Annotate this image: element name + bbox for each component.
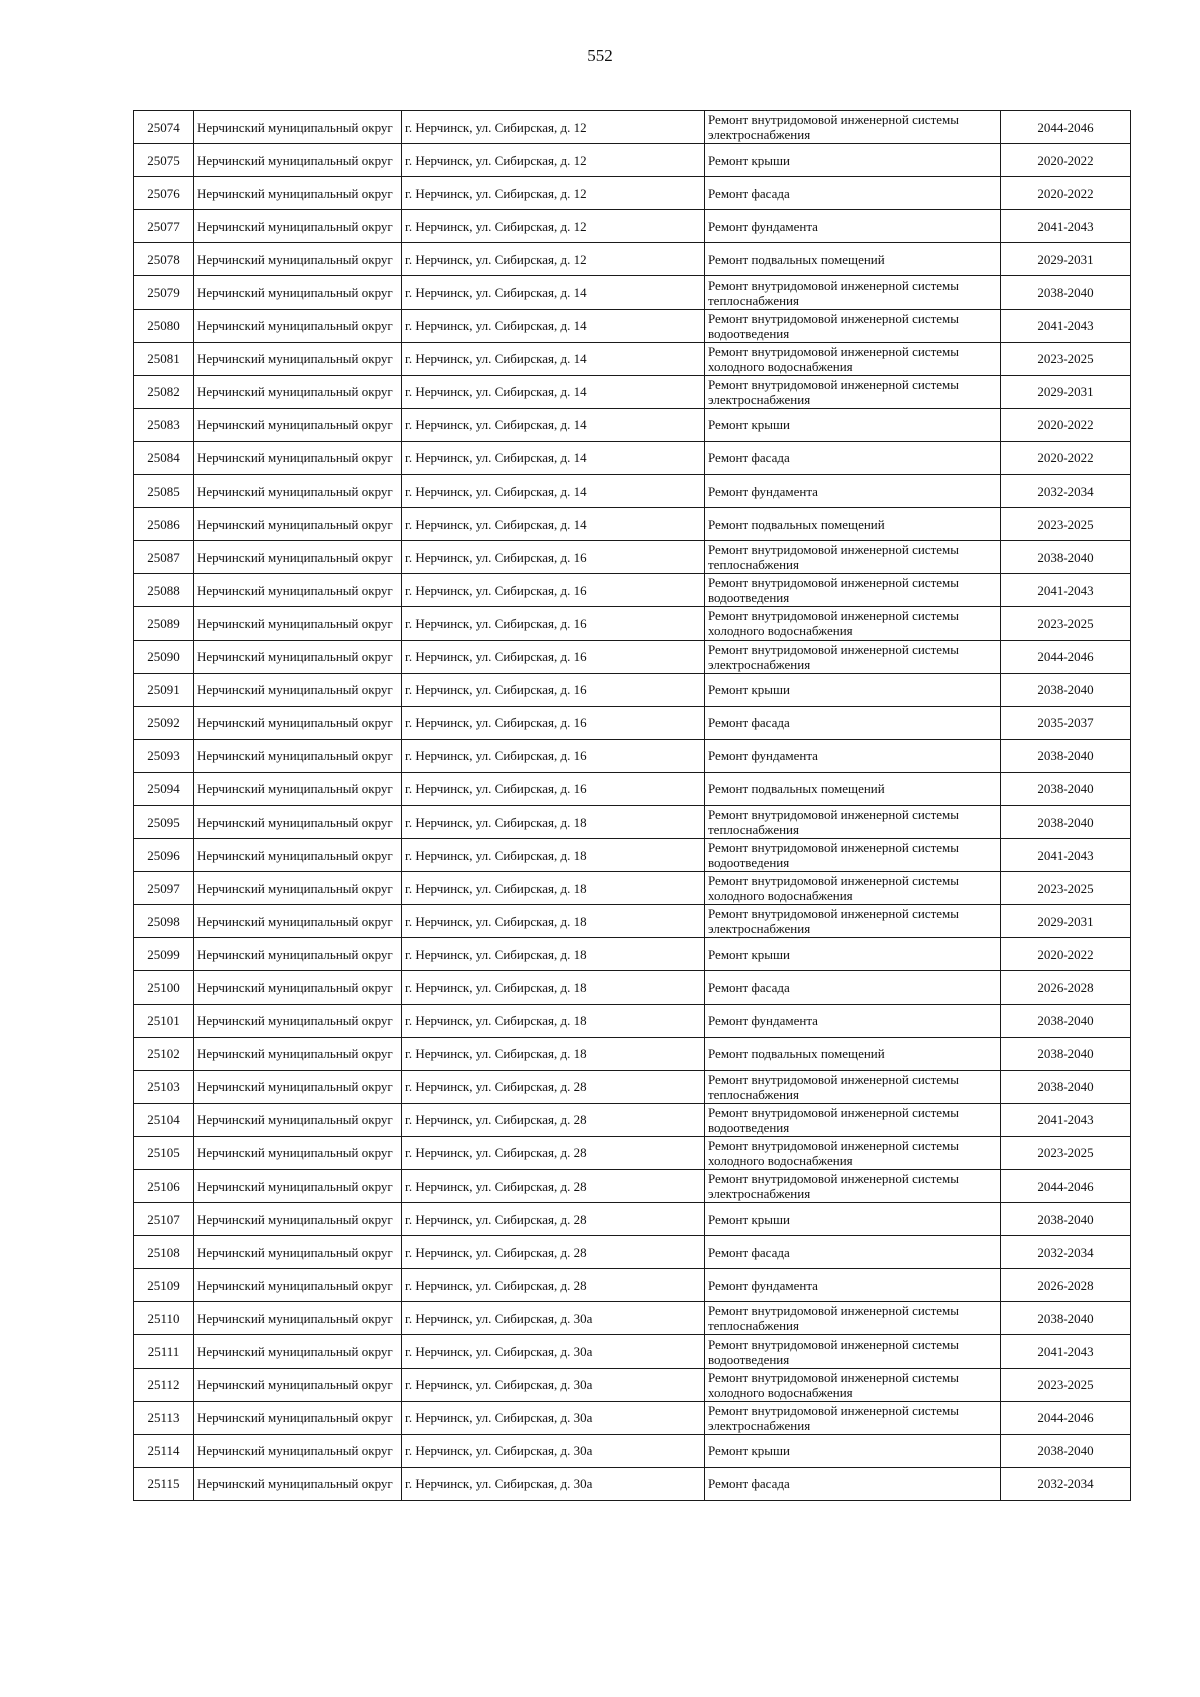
district-cell: Нерчинский муниципальный округ <box>194 210 402 243</box>
repair-schedule-table <box>133 110 1131 1501</box>
period-cell: 2029-2031 <box>1001 243 1131 276</box>
address-cell: г. Нерчинск, ул. Сибирская, д. 18 <box>402 1004 705 1037</box>
period-cell: 2041-2043 <box>1001 309 1131 342</box>
address-cell: г. Нерчинск, ул. Сибирская, д. 16 <box>402 706 705 739</box>
row-id-cell: 25074 <box>134 111 194 144</box>
work-type-cell: Ремонт внутридомовой инженерной системы электроснабжения <box>705 1401 1001 1434</box>
address-cell: г. Нерчинск, ул. Сибирская, д. 16 <box>402 772 705 805</box>
table-row <box>134 1236 1131 1269</box>
table-row <box>134 276 1131 309</box>
work-type-cell: Ремонт внутридомовой инженерной системы теплоснабжения <box>705 276 1001 309</box>
row-id-cell: 25104 <box>134 1103 194 1136</box>
district-cell: Нерчинский муниципальный округ <box>194 607 402 640</box>
address-cell: г. Нерчинск, ул. Сибирская, д. 12 <box>402 210 705 243</box>
row-id-cell: 25114 <box>134 1434 194 1467</box>
work-type-cell: Ремонт фундамента <box>705 210 1001 243</box>
table-row <box>134 673 1131 706</box>
district-cell: Нерчинский муниципальный округ <box>194 1236 402 1269</box>
work-type-cell: Ремонт внутридомовой инженерной системы водоотведения <box>705 1335 1001 1368</box>
district-cell: Нерчинский муниципальный округ <box>194 1170 402 1203</box>
row-id-cell: 25083 <box>134 408 194 441</box>
table-row <box>134 607 1131 640</box>
row-id-cell: 25093 <box>134 739 194 772</box>
row-id-cell: 25080 <box>134 309 194 342</box>
table-row <box>134 739 1131 772</box>
work-type-cell: Ремонт внутридомовой инженерной системы холодного водоснабжения <box>705 1368 1001 1401</box>
period-cell: 2023-2025 <box>1001 1368 1131 1401</box>
work-type-cell: Ремонт внутридомовой инженерной системы электроснабжения <box>705 111 1001 144</box>
address-cell: г. Нерчинск, ул. Сибирская, д. 28 <box>402 1236 705 1269</box>
work-type-cell: Ремонт крыши <box>705 408 1001 441</box>
period-cell: 2032-2034 <box>1001 1467 1131 1500</box>
period-cell: 2020-2022 <box>1001 441 1131 474</box>
table-row <box>134 508 1131 541</box>
district-cell: Нерчинский муниципальный округ <box>194 1335 402 1368</box>
address-cell: г. Нерчинск, ул. Сибирская, д. 14 <box>402 276 705 309</box>
district-cell: Нерчинский муниципальный округ <box>194 408 402 441</box>
work-type-cell: Ремонт внутридомовой инженерной системы теплоснабжения <box>705 1070 1001 1103</box>
period-cell: 2026-2028 <box>1001 971 1131 1004</box>
address-cell: г. Нерчинск, ул. Сибирская, д. 28 <box>402 1170 705 1203</box>
row-id-cell: 25089 <box>134 607 194 640</box>
row-id-cell: 25085 <box>134 475 194 508</box>
address-cell: г. Нерчинск, ул. Сибирская, д. 14 <box>402 309 705 342</box>
row-id-cell: 25099 <box>134 938 194 971</box>
row-id-cell: 25113 <box>134 1401 194 1434</box>
row-id-cell: 25082 <box>134 375 194 408</box>
district-cell: Нерчинский муниципальный округ <box>194 739 402 772</box>
table-row <box>134 243 1131 276</box>
address-cell: г. Нерчинск, ул. Сибирская, д. 30а <box>402 1368 705 1401</box>
period-cell: 2023-2025 <box>1001 872 1131 905</box>
table-row <box>134 1467 1131 1500</box>
row-id-cell: 25115 <box>134 1467 194 1500</box>
district-cell: Нерчинский муниципальный округ <box>194 1037 402 1070</box>
district-cell: Нерчинский муниципальный округ <box>194 144 402 177</box>
work-type-cell: Ремонт внутридомовой инженерной системы теплоснабжения <box>705 1302 1001 1335</box>
period-cell: 2038-2040 <box>1001 1434 1131 1467</box>
district-cell: Нерчинский муниципальный округ <box>194 1070 402 1103</box>
work-type-cell: Ремонт фундамента <box>705 475 1001 508</box>
work-type-cell: Ремонт фасада <box>705 177 1001 210</box>
district-cell: Нерчинский муниципальный округ <box>194 375 402 408</box>
row-id-cell: 25105 <box>134 1136 194 1169</box>
period-cell: 2038-2040 <box>1001 1203 1131 1236</box>
district-cell: Нерчинский муниципальный округ <box>194 309 402 342</box>
table-row <box>134 1103 1131 1136</box>
table-row <box>134 541 1131 574</box>
work-type-cell: Ремонт внутридомовой инженерной системы холодного водоснабжения <box>705 872 1001 905</box>
work-type-cell: Ремонт внутридомовой инженерной системы холодного водоснабжения <box>705 342 1001 375</box>
work-type-cell: Ремонт крыши <box>705 1434 1001 1467</box>
table-row <box>134 938 1131 971</box>
row-id-cell: 25075 <box>134 144 194 177</box>
row-id-cell: 25095 <box>134 805 194 838</box>
address-cell: г. Нерчинск, ул. Сибирская, д. 12 <box>402 243 705 276</box>
table-row <box>134 309 1131 342</box>
table-row <box>134 1004 1131 1037</box>
work-type-cell: Ремонт внутридомовой инженерной системы холодного водоснабжения <box>705 607 1001 640</box>
address-cell: г. Нерчинск, ул. Сибирская, д. 30а <box>402 1302 705 1335</box>
period-cell: 2023-2025 <box>1001 508 1131 541</box>
address-cell: г. Нерчинск, ул. Сибирская, д. 14 <box>402 408 705 441</box>
period-cell: 2038-2040 <box>1001 772 1131 805</box>
table-row <box>134 1401 1131 1434</box>
page-number: 552 <box>587 46 613 65</box>
period-cell: 2029-2031 <box>1001 905 1131 938</box>
table-row <box>134 772 1131 805</box>
district-cell: Нерчинский муниципальный округ <box>194 772 402 805</box>
row-id-cell: 25078 <box>134 243 194 276</box>
address-cell: г. Нерчинск, ул. Сибирская, д. 18 <box>402 905 705 938</box>
row-id-cell: 25106 <box>134 1170 194 1203</box>
district-cell: Нерчинский муниципальный округ <box>194 640 402 673</box>
row-id-cell: 25076 <box>134 177 194 210</box>
district-cell: Нерчинский муниципальный округ <box>194 673 402 706</box>
district-cell: Нерчинский муниципальный округ <box>194 276 402 309</box>
address-cell: г. Нерчинск, ул. Сибирская, д. 30а <box>402 1434 705 1467</box>
district-cell: Нерчинский муниципальный округ <box>194 574 402 607</box>
address-cell: г. Нерчинск, ул. Сибирская, д. 16 <box>402 541 705 574</box>
district-cell: Нерчинский муниципальный округ <box>194 872 402 905</box>
district-cell: Нерчинский муниципальный округ <box>194 1004 402 1037</box>
address-cell: г. Нерчинск, ул. Сибирская, д. 18 <box>402 839 705 872</box>
table-body <box>134 111 1131 1501</box>
table-row <box>134 441 1131 474</box>
address-cell: г. Нерчинск, ул. Сибирская, д. 28 <box>402 1269 705 1302</box>
district-cell: Нерчинский муниципальный округ <box>194 1136 402 1169</box>
district-cell: Нерчинский муниципальный округ <box>194 1103 402 1136</box>
row-id-cell: 25098 <box>134 905 194 938</box>
row-id-cell: 25110 <box>134 1302 194 1335</box>
period-cell: 2032-2034 <box>1001 475 1131 508</box>
work-type-cell: Ремонт фундамента <box>705 1004 1001 1037</box>
period-cell: 2038-2040 <box>1001 739 1131 772</box>
district-cell: Нерчинский муниципальный округ <box>194 905 402 938</box>
row-id-cell: 25092 <box>134 706 194 739</box>
work-type-cell: Ремонт внутридомовой инженерной системы водоотведения <box>705 309 1001 342</box>
table-row <box>134 144 1131 177</box>
period-cell: 2038-2040 <box>1001 276 1131 309</box>
work-type-cell: Ремонт фасада <box>705 971 1001 1004</box>
address-cell: г. Нерчинск, ул. Сибирская, д. 28 <box>402 1136 705 1169</box>
period-cell: 2038-2040 <box>1001 673 1131 706</box>
row-id-cell: 25081 <box>134 342 194 375</box>
work-type-cell: Ремонт подвальных помещений <box>705 508 1001 541</box>
work-type-cell: Ремонт внутридомовой инженерной системы электроснабжения <box>705 1170 1001 1203</box>
work-type-cell: Ремонт подвальных помещений <box>705 772 1001 805</box>
row-id-cell: 25079 <box>134 276 194 309</box>
period-cell: 2020-2022 <box>1001 144 1131 177</box>
work-type-cell: Ремонт внутридомовой инженерной системы теплоснабжения <box>705 541 1001 574</box>
period-cell: 2038-2040 <box>1001 1037 1131 1070</box>
address-cell: г. Нерчинск, ул. Сибирская, д. 18 <box>402 938 705 971</box>
period-cell: 2044-2046 <box>1001 1401 1131 1434</box>
period-cell: 2038-2040 <box>1001 1302 1131 1335</box>
row-id-cell: 25111 <box>134 1335 194 1368</box>
row-id-cell: 25101 <box>134 1004 194 1037</box>
table-row <box>134 1269 1131 1302</box>
district-cell: Нерчинский муниципальный округ <box>194 839 402 872</box>
address-cell: г. Нерчинск, ул. Сибирская, д. 12 <box>402 177 705 210</box>
address-cell: г. Нерчинск, ул. Сибирская, д. 28 <box>402 1070 705 1103</box>
work-type-cell: Ремонт крыши <box>705 1203 1001 1236</box>
work-type-cell: Ремонт подвальных помещений <box>705 243 1001 276</box>
district-cell: Нерчинский муниципальный округ <box>194 1203 402 1236</box>
period-cell: 2026-2028 <box>1001 1269 1131 1302</box>
table-row <box>134 1070 1131 1103</box>
period-cell: 2038-2040 <box>1001 1070 1131 1103</box>
row-id-cell: 25077 <box>134 210 194 243</box>
work-type-cell: Ремонт внутридомовой инженерной системы водоотведения <box>705 1103 1001 1136</box>
district-cell: Нерчинский муниципальный округ <box>194 706 402 739</box>
row-id-cell: 25087 <box>134 541 194 574</box>
address-cell: г. Нерчинск, ул. Сибирская, д. 16 <box>402 739 705 772</box>
address-cell: г. Нерчинск, ул. Сибирская, д. 16 <box>402 673 705 706</box>
address-cell: г. Нерчинск, ул. Сибирская, д. 14 <box>402 475 705 508</box>
district-cell: Нерчинский муниципальный округ <box>194 508 402 541</box>
district-cell: Нерчинский муниципальный округ <box>194 1467 402 1500</box>
row-id-cell: 25107 <box>134 1203 194 1236</box>
row-id-cell: 25109 <box>134 1269 194 1302</box>
work-type-cell: Ремонт крыши <box>705 673 1001 706</box>
work-type-cell: Ремонт фасада <box>705 441 1001 474</box>
period-cell: 2029-2031 <box>1001 375 1131 408</box>
address-cell: г. Нерчинск, ул. Сибирская, д. 18 <box>402 805 705 838</box>
period-cell: 2032-2034 <box>1001 1236 1131 1269</box>
table-row <box>134 1302 1131 1335</box>
table-row <box>134 1170 1131 1203</box>
work-type-cell: Ремонт внутридомовой инженерной системы электроснабжения <box>705 640 1001 673</box>
row-id-cell: 25084 <box>134 441 194 474</box>
table-row <box>134 971 1131 1004</box>
table-row <box>134 805 1131 838</box>
address-cell: г. Нерчинск, ул. Сибирская, д. 30а <box>402 1401 705 1434</box>
table-row <box>134 1434 1131 1467</box>
row-id-cell: 25091 <box>134 673 194 706</box>
period-cell: 2041-2043 <box>1001 1335 1131 1368</box>
row-id-cell: 25086 <box>134 508 194 541</box>
row-id-cell: 25097 <box>134 872 194 905</box>
period-cell: 2041-2043 <box>1001 1103 1131 1136</box>
period-cell: 2041-2043 <box>1001 839 1131 872</box>
address-cell: г. Нерчинск, ул. Сибирская, д. 12 <box>402 144 705 177</box>
district-cell: Нерчинский муниципальный округ <box>194 111 402 144</box>
period-cell: 2038-2040 <box>1001 541 1131 574</box>
address-cell: г. Нерчинск, ул. Сибирская, д. 14 <box>402 342 705 375</box>
table-row <box>134 1203 1131 1236</box>
address-cell: г. Нерчинск, ул. Сибирская, д. 14 <box>402 441 705 474</box>
address-cell: г. Нерчинск, ул. Сибирская, д. 12 <box>402 111 705 144</box>
district-cell: Нерчинский муниципальный округ <box>194 475 402 508</box>
row-id-cell: 25096 <box>134 839 194 872</box>
work-type-cell: Ремонт внутридомовой инженерной системы холодного водоснабжения <box>705 1136 1001 1169</box>
table-row <box>134 210 1131 243</box>
work-type-cell: Ремонт внутридомовой инженерной системы водоотведения <box>705 574 1001 607</box>
work-type-cell: Ремонт фундамента <box>705 1269 1001 1302</box>
work-type-cell: Ремонт внутридомовой инженерной системы электроснабжения <box>705 905 1001 938</box>
work-type-cell: Ремонт фасада <box>705 1467 1001 1500</box>
table-row <box>134 111 1131 144</box>
table-row <box>134 839 1131 872</box>
district-cell: Нерчинский муниципальный округ <box>194 1368 402 1401</box>
table-row <box>134 905 1131 938</box>
district-cell: Нерчинский муниципальный округ <box>194 441 402 474</box>
period-cell: 2044-2046 <box>1001 111 1131 144</box>
table-row <box>134 1335 1131 1368</box>
address-cell: г. Нерчинск, ул. Сибирская, д. 14 <box>402 508 705 541</box>
district-cell: Нерчинский муниципальный округ <box>194 1269 402 1302</box>
period-cell: 2023-2025 <box>1001 1136 1131 1169</box>
address-cell: г. Нерчинск, ул. Сибирская, д. 30а <box>402 1335 705 1368</box>
district-cell: Нерчинский муниципальный округ <box>194 1401 402 1434</box>
row-id-cell: 25100 <box>134 971 194 1004</box>
address-cell: г. Нерчинск, ул. Сибирская, д. 18 <box>402 971 705 1004</box>
period-cell: 2020-2022 <box>1001 177 1131 210</box>
row-id-cell: 25108 <box>134 1236 194 1269</box>
table-row <box>134 640 1131 673</box>
address-cell: г. Нерчинск, ул. Сибирская, д. 18 <box>402 872 705 905</box>
address-cell: г. Нерчинск, ул. Сибирская, д. 18 <box>402 1037 705 1070</box>
table-row <box>134 1368 1131 1401</box>
table-row <box>134 872 1131 905</box>
table-row <box>134 342 1131 375</box>
district-cell: Нерчинский муниципальный округ <box>194 1302 402 1335</box>
district-cell: Нерчинский муниципальный округ <box>194 177 402 210</box>
table-row <box>134 706 1131 739</box>
table-row <box>134 408 1131 441</box>
row-id-cell: 25090 <box>134 640 194 673</box>
period-cell: 2020-2022 <box>1001 408 1131 441</box>
table-row <box>134 177 1131 210</box>
row-id-cell: 25094 <box>134 772 194 805</box>
district-cell: Нерчинский муниципальный округ <box>194 1434 402 1467</box>
table-row <box>134 375 1131 408</box>
row-id-cell: 25103 <box>134 1070 194 1103</box>
period-cell: 2044-2046 <box>1001 640 1131 673</box>
address-cell: г. Нерчинск, ул. Сибирская, д. 28 <box>402 1103 705 1136</box>
period-cell: 2020-2022 <box>1001 938 1131 971</box>
table-row <box>134 574 1131 607</box>
table-row <box>134 1136 1131 1169</box>
period-cell: 2023-2025 <box>1001 342 1131 375</box>
work-type-cell: Ремонт внутридомовой инженерной системы водоотведения <box>705 839 1001 872</box>
table-row <box>134 475 1131 508</box>
address-cell: г. Нерчинск, ул. Сибирская, д. 16 <box>402 607 705 640</box>
district-cell: Нерчинский муниципальный округ <box>194 971 402 1004</box>
work-type-cell: Ремонт подвальных помещений <box>705 1037 1001 1070</box>
work-type-cell: Ремонт внутридомовой инженерной системы теплоснабжения <box>705 805 1001 838</box>
work-type-cell: Ремонт фасада <box>705 706 1001 739</box>
work-type-cell: Ремонт фасада <box>705 1236 1001 1269</box>
period-cell: 2038-2040 <box>1001 805 1131 838</box>
address-cell: г. Нерчинск, ул. Сибирская, д. 14 <box>402 375 705 408</box>
district-cell: Нерчинский муниципальный округ <box>194 541 402 574</box>
address-cell: г. Нерчинск, ул. Сибирская, д. 30а <box>402 1467 705 1500</box>
address-cell: г. Нерчинск, ул. Сибирская, д. 16 <box>402 574 705 607</box>
row-id-cell: 25112 <box>134 1368 194 1401</box>
period-cell: 2023-2025 <box>1001 607 1131 640</box>
address-cell: г. Нерчинск, ул. Сибирская, д. 28 <box>402 1203 705 1236</box>
work-type-cell: Ремонт фундамента <box>705 739 1001 772</box>
period-cell: 2044-2046 <box>1001 1170 1131 1203</box>
period-cell: 2041-2043 <box>1001 210 1131 243</box>
work-type-cell: Ремонт крыши <box>705 938 1001 971</box>
row-id-cell: 25088 <box>134 574 194 607</box>
row-id-cell: 25102 <box>134 1037 194 1070</box>
district-cell: Нерчинский муниципальный округ <box>194 342 402 375</box>
work-type-cell: Ремонт крыши <box>705 144 1001 177</box>
district-cell: Нерчинский муниципальный округ <box>194 938 402 971</box>
work-type-cell: Ремонт внутридомовой инженерной системы электроснабжения <box>705 375 1001 408</box>
address-cell: г. Нерчинск, ул. Сибирская, д. 16 <box>402 640 705 673</box>
district-cell: Нерчинский муниципальный округ <box>194 243 402 276</box>
period-cell: 2035-2037 <box>1001 706 1131 739</box>
table-row <box>134 1037 1131 1070</box>
period-cell: 2038-2040 <box>1001 1004 1131 1037</box>
period-cell: 2041-2043 <box>1001 574 1131 607</box>
district-cell: Нерчинский муниципальный округ <box>194 805 402 838</box>
